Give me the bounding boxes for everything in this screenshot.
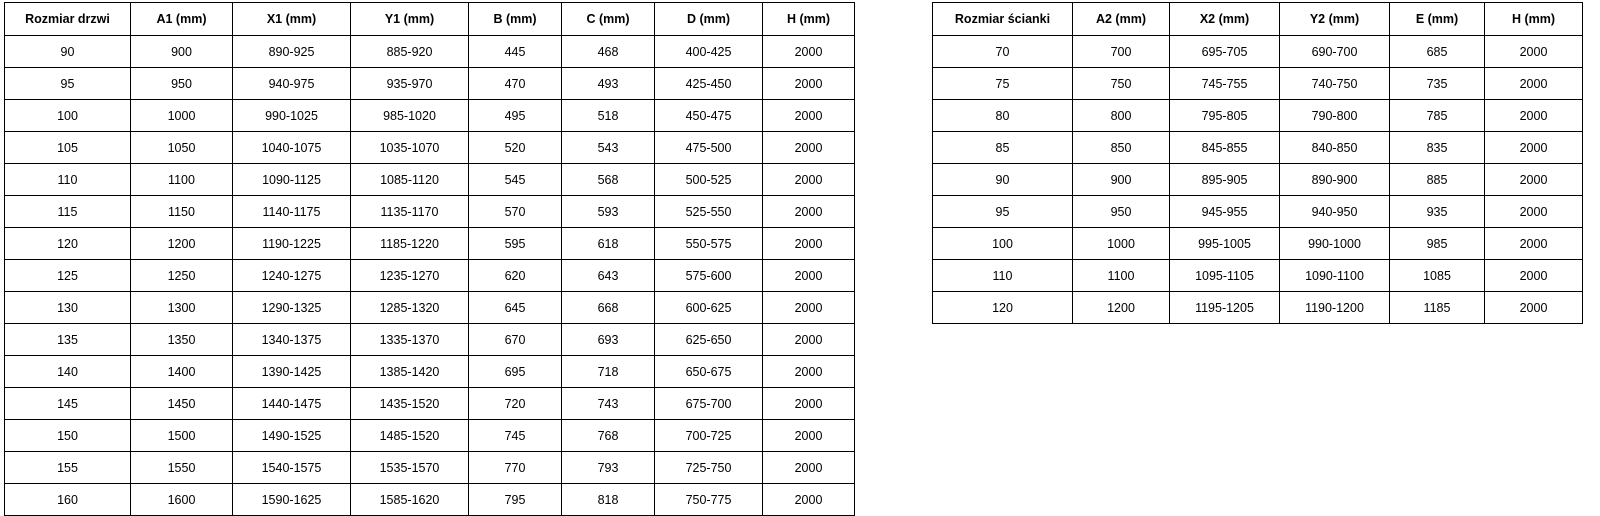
cell: 90 <box>933 164 1073 196</box>
cell: 1535-1570 <box>351 452 469 484</box>
cell: 425-450 <box>655 68 763 100</box>
cell: 1240-1275 <box>233 260 351 292</box>
column-header: A1 (mm) <box>131 3 233 36</box>
cell: 835 <box>1390 132 1485 164</box>
walls-table-container <box>932 2 1583 324</box>
doors-dimensions-table <box>4 2 855 516</box>
cell: 745 <box>469 420 562 452</box>
cell: 1200 <box>1073 292 1170 324</box>
cell: 800 <box>1073 100 1170 132</box>
cell: 550-575 <box>655 228 763 260</box>
cell: 890-925 <box>233 36 351 68</box>
column-header: E (mm) <box>1390 3 1485 36</box>
cell: 675-700 <box>655 388 763 420</box>
cell: 1095-1105 <box>1170 260 1280 292</box>
cell: 790-800 <box>1280 100 1390 132</box>
doors-table-container <box>4 2 855 516</box>
cell: 940-975 <box>233 68 351 100</box>
cell: 1540-1575 <box>233 452 351 484</box>
column-header: Rozmiar drzwi <box>5 3 131 36</box>
cell: 695 <box>469 356 562 388</box>
cell: 495 <box>469 100 562 132</box>
walls-dimensions-table <box>932 2 1583 324</box>
cell: 1390-1425 <box>233 356 351 388</box>
column-header: X1 (mm) <box>233 3 351 36</box>
cell: 110 <box>933 260 1073 292</box>
table-row <box>933 196 1583 228</box>
cell: 685 <box>1390 36 1485 68</box>
cell: 795-805 <box>1170 100 1280 132</box>
cell: 2000 <box>1485 132 1583 164</box>
cell: 850 <box>1073 132 1170 164</box>
cell: 1000 <box>1073 228 1170 260</box>
cell: 2000 <box>1485 100 1583 132</box>
cell: 1185 <box>1390 292 1485 324</box>
cell: 2000 <box>1485 228 1583 260</box>
cell: 2000 <box>1485 196 1583 228</box>
cell: 1035-1070 <box>351 132 469 164</box>
cell: 750-775 <box>655 484 763 516</box>
table-row <box>5 68 855 100</box>
table-row <box>933 68 1583 100</box>
column-header: D (mm) <box>655 3 763 36</box>
cell: 670 <box>469 324 562 356</box>
cell: 145 <box>5 388 131 420</box>
cell: 475-500 <box>655 132 763 164</box>
cell: 543 <box>562 132 655 164</box>
cell: 1340-1375 <box>233 324 351 356</box>
table-row <box>5 420 855 452</box>
cell: 1085 <box>1390 260 1485 292</box>
column-header: H (mm) <box>1485 3 1583 36</box>
cell: 1000 <box>131 100 233 132</box>
cell: 2000 <box>763 324 855 356</box>
cell: 2000 <box>763 68 855 100</box>
cell: 1200 <box>131 228 233 260</box>
cell: 1040-1075 <box>233 132 351 164</box>
cell: 940-950 <box>1280 196 1390 228</box>
cell: 2000 <box>763 388 855 420</box>
cell: 445 <box>469 36 562 68</box>
cell: 2000 <box>1485 260 1583 292</box>
cell: 1600 <box>131 484 233 516</box>
cell: 2000 <box>1485 164 1583 196</box>
cell: 768 <box>562 420 655 452</box>
table-row <box>933 36 1583 68</box>
cell: 620 <box>469 260 562 292</box>
column-header: X2 (mm) <box>1170 3 1280 36</box>
cell: 840-850 <box>1280 132 1390 164</box>
cell: 2000 <box>763 164 855 196</box>
cell: 1290-1325 <box>233 292 351 324</box>
cell: 85 <box>933 132 1073 164</box>
doors-table-body <box>5 36 855 516</box>
cell: 1585-1620 <box>351 484 469 516</box>
cell: 618 <box>562 228 655 260</box>
cell: 1140-1175 <box>233 196 351 228</box>
cell: 2000 <box>763 292 855 324</box>
cell: 2000 <box>763 420 855 452</box>
table-row <box>933 100 1583 132</box>
cell: 2000 <box>763 260 855 292</box>
cell: 120 <box>5 228 131 260</box>
cell: 545 <box>469 164 562 196</box>
cell: 845-855 <box>1170 132 1280 164</box>
table-row <box>5 292 855 324</box>
cell: 518 <box>562 100 655 132</box>
cell: 1550 <box>131 452 233 484</box>
cell: 115 <box>5 196 131 228</box>
cell: 700-725 <box>655 420 763 452</box>
cell: 2000 <box>763 100 855 132</box>
cell: 75 <box>933 68 1073 100</box>
cell: 818 <box>562 484 655 516</box>
table-header-row <box>5 3 855 36</box>
cell: 1450 <box>131 388 233 420</box>
cell: 125 <box>5 260 131 292</box>
cell: 1085-1120 <box>351 164 469 196</box>
cell: 1185-1220 <box>351 228 469 260</box>
cell: 645 <box>469 292 562 324</box>
cell: 160 <box>5 484 131 516</box>
cell: 2000 <box>1485 292 1583 324</box>
cell: 700 <box>1073 36 1170 68</box>
cell: 135 <box>5 324 131 356</box>
cell: 2000 <box>763 228 855 260</box>
cell: 770 <box>469 452 562 484</box>
cell: 1195-1205 <box>1170 292 1280 324</box>
table-row <box>933 228 1583 260</box>
cell: 1150 <box>131 196 233 228</box>
cell: 400-425 <box>655 36 763 68</box>
cell: 950 <box>1073 196 1170 228</box>
cell: 95 <box>5 68 131 100</box>
table-row <box>933 132 1583 164</box>
cell: 1190-1200 <box>1280 292 1390 324</box>
table-row <box>5 260 855 292</box>
cell: 470 <box>469 68 562 100</box>
table-row <box>5 36 855 68</box>
cell: 80 <box>933 100 1073 132</box>
cell: 1335-1370 <box>351 324 469 356</box>
cell: 2000 <box>763 452 855 484</box>
cell: 900 <box>1073 164 1170 196</box>
cell: 2000 <box>763 484 855 516</box>
cell: 650-675 <box>655 356 763 388</box>
cell: 990-1000 <box>1280 228 1390 260</box>
cell: 120 <box>933 292 1073 324</box>
cell: 895-905 <box>1170 164 1280 196</box>
cell: 795 <box>469 484 562 516</box>
table-row <box>5 484 855 516</box>
cell: 1190-1225 <box>233 228 351 260</box>
cell: 2000 <box>763 132 855 164</box>
cell: 935 <box>1390 196 1485 228</box>
table-row <box>5 324 855 356</box>
cell: 575-600 <box>655 260 763 292</box>
cell: 1440-1475 <box>233 388 351 420</box>
table-row <box>5 132 855 164</box>
cell: 900 <box>131 36 233 68</box>
walls-table-head <box>933 3 1583 36</box>
cell: 450-475 <box>655 100 763 132</box>
cell: 690-700 <box>1280 36 1390 68</box>
cell: 110 <box>5 164 131 196</box>
cell: 1135-1170 <box>351 196 469 228</box>
column-header: Y2 (mm) <box>1280 3 1390 36</box>
doors-table-head <box>5 3 855 36</box>
cell: 1250 <box>131 260 233 292</box>
cell: 743 <box>562 388 655 420</box>
table-row <box>5 452 855 484</box>
cell: 468 <box>562 36 655 68</box>
cell: 695-705 <box>1170 36 1280 68</box>
cell: 1490-1525 <box>233 420 351 452</box>
column-header: B (mm) <box>469 3 562 36</box>
cell: 990-1025 <box>233 100 351 132</box>
table-row <box>933 164 1583 196</box>
cell: 2000 <box>763 36 855 68</box>
cell: 500-525 <box>655 164 763 196</box>
cell: 1050 <box>131 132 233 164</box>
cell: 2000 <box>763 196 855 228</box>
table-row <box>5 100 855 132</box>
cell: 1100 <box>131 164 233 196</box>
table-row <box>5 388 855 420</box>
cell: 740-750 <box>1280 68 1390 100</box>
cell: 140 <box>5 356 131 388</box>
cell: 885 <box>1390 164 1485 196</box>
cell: 2000 <box>1485 36 1583 68</box>
cell: 745-755 <box>1170 68 1280 100</box>
column-header: H (mm) <box>763 3 855 36</box>
cell: 625-650 <box>655 324 763 356</box>
cell: 693 <box>562 324 655 356</box>
cell: 1090-1100 <box>1280 260 1390 292</box>
cell: 1090-1125 <box>233 164 351 196</box>
cell: 785 <box>1390 100 1485 132</box>
cell: 1235-1270 <box>351 260 469 292</box>
cell: 720 <box>469 388 562 420</box>
cell: 985-1020 <box>351 100 469 132</box>
cell: 1300 <box>131 292 233 324</box>
cell: 995-1005 <box>1170 228 1280 260</box>
cell: 885-920 <box>351 36 469 68</box>
cell: 1500 <box>131 420 233 452</box>
cell: 668 <box>562 292 655 324</box>
cell: 155 <box>5 452 131 484</box>
cell: 1400 <box>131 356 233 388</box>
cell: 593 <box>562 196 655 228</box>
cell: 985 <box>1390 228 1485 260</box>
cell: 2000 <box>1485 68 1583 100</box>
cell: 568 <box>562 164 655 196</box>
cell: 100 <box>5 100 131 132</box>
cell: 1385-1420 <box>351 356 469 388</box>
cell: 725-750 <box>655 452 763 484</box>
cell: 90 <box>5 36 131 68</box>
cell: 1485-1520 <box>351 420 469 452</box>
cell: 793 <box>562 452 655 484</box>
column-header: C (mm) <box>562 3 655 36</box>
cell: 95 <box>933 196 1073 228</box>
cell: 735 <box>1390 68 1485 100</box>
cell: 493 <box>562 68 655 100</box>
cell: 150 <box>5 420 131 452</box>
cell: 570 <box>469 196 562 228</box>
table-row <box>933 292 1583 324</box>
table-row <box>5 164 855 196</box>
cell: 890-900 <box>1280 164 1390 196</box>
table-header-row <box>933 3 1583 36</box>
cell: 718 <box>562 356 655 388</box>
cell: 935-970 <box>351 68 469 100</box>
walls-table-body <box>933 36 1583 324</box>
cell: 100 <box>933 228 1073 260</box>
cell: 2000 <box>763 356 855 388</box>
column-header: A2 (mm) <box>1073 3 1170 36</box>
column-header: Rozmiar ścianki <box>933 3 1073 36</box>
cell: 643 <box>562 260 655 292</box>
cell: 950 <box>131 68 233 100</box>
cell: 1435-1520 <box>351 388 469 420</box>
column-header: Y1 (mm) <box>351 3 469 36</box>
cell: 105 <box>5 132 131 164</box>
cell: 70 <box>933 36 1073 68</box>
cell: 1285-1320 <box>351 292 469 324</box>
table-row <box>5 356 855 388</box>
cell: 945-955 <box>1170 196 1280 228</box>
cell: 1590-1625 <box>233 484 351 516</box>
cell: 1350 <box>131 324 233 356</box>
table-row <box>5 228 855 260</box>
table-row <box>5 196 855 228</box>
cell: 520 <box>469 132 562 164</box>
cell: 600-625 <box>655 292 763 324</box>
cell: 750 <box>1073 68 1170 100</box>
cell: 130 <box>5 292 131 324</box>
cell: 525-550 <box>655 196 763 228</box>
cell: 595 <box>469 228 562 260</box>
table-row <box>933 260 1583 292</box>
cell: 1100 <box>1073 260 1170 292</box>
